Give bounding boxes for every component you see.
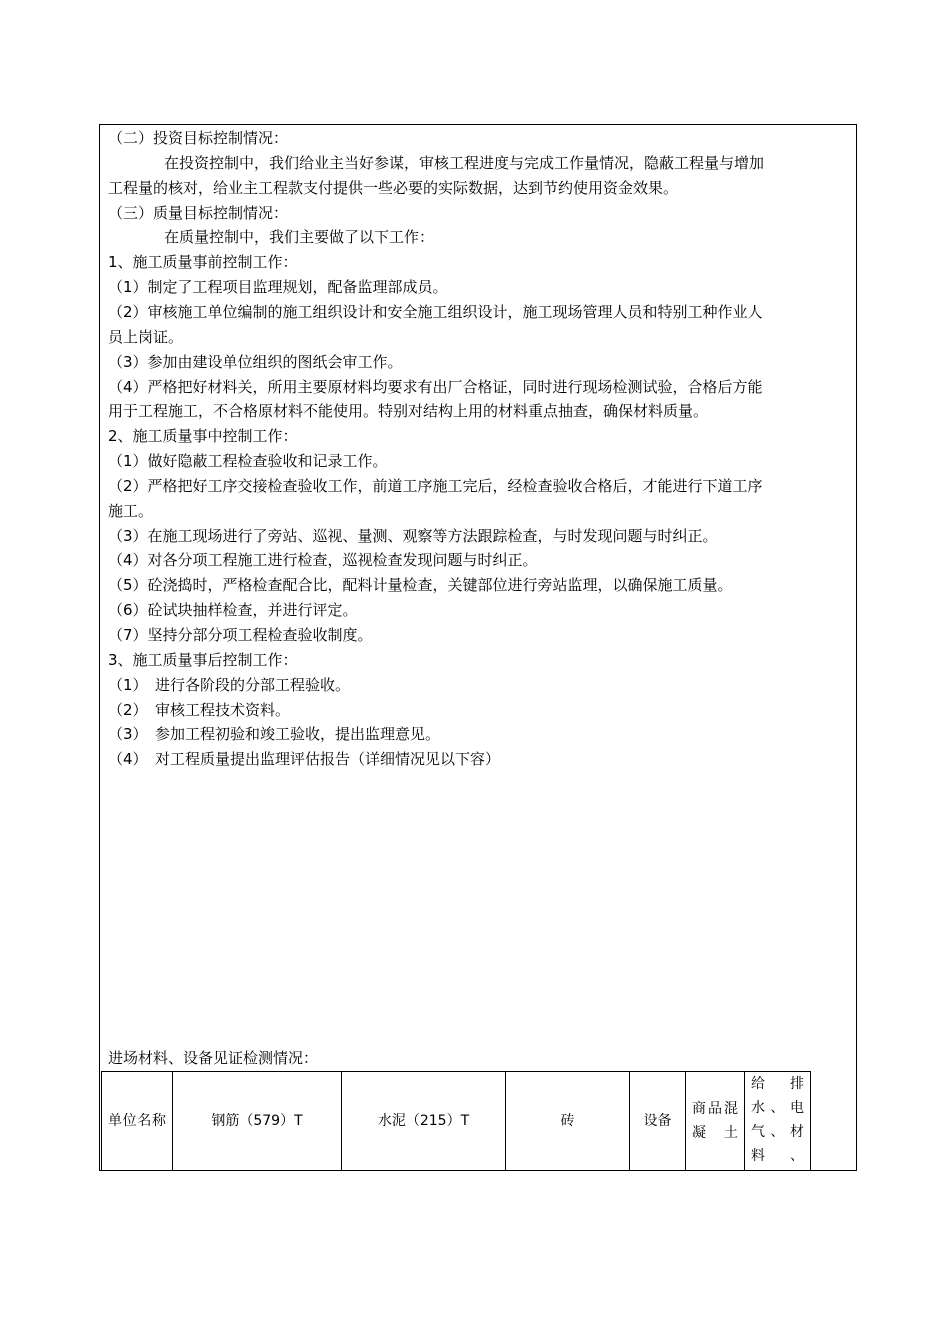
text-line: （2） 审核工程技术资料。: [108, 701, 291, 719]
text-line: 在投资控制中，我们给业主当好参谋，审核工程进度与完成工作量情况，隐蔽工程量与增加: [164, 154, 765, 172]
text-line: （三）质量目标控制情况：: [108, 204, 289, 222]
cell-equipment: 设备: [630, 1072, 686, 1171]
text-line: （3）参加由建设单位组织的图纸会审工作。: [108, 353, 403, 371]
text-line: （4）严格把好材料关，所用主要原材料均要求有出厂合格证，同时进行现场检测试验，合格后方能: [108, 378, 763, 396]
text-line: （4）对各分项工程施工进行检查，巡视检查发现问题与时纠正。: [108, 551, 538, 569]
text-line: 在质量控制中，我们主要做了以下工作：: [164, 228, 435, 246]
text-line: 3、施工质量事后控制工作：: [108, 651, 298, 669]
text-line: （7）坚持分部分项工程检查验收制度。: [108, 626, 373, 644]
text-line: （3）在施工现场进行了旁站、巡视、量测、观察等方法跟踪检查，与时发现问题与时纠正。: [108, 527, 718, 545]
cell-cement: 水泥（215）T: [342, 1072, 506, 1171]
table-row: [102, 1072, 811, 1171]
text-line: （5）砼浇捣时，严格检查配合比，配料计量检查，关键部位进行旁站监理，以确保施工质量。: [108, 576, 733, 594]
materials-table: [101, 1071, 811, 1171]
text-line: （1）做好隐蔽工程检查验收和记录工作。: [108, 452, 388, 470]
materials-title: 进场材料、设备见证检测情况：: [108, 1049, 319, 1067]
cell-brick: 砖: [506, 1072, 630, 1171]
cell-plumbing: 给排水、电气、材料、: [745, 1072, 811, 1171]
cell-rebar: 钢筋（579）T: [173, 1072, 342, 1171]
text-line: （2）审核施工单位编制的施工组织设计和安全施工组织设计，施工现场管理人员和特别工种作业人: [108, 303, 763, 321]
cell-concrete: 商品混凝土: [686, 1072, 745, 1171]
text-line: 工程量的核对，给业主工程款支付提供一些必要的实际数据，达到节约使用资金效果。: [108, 179, 679, 197]
text-line: 1、施工质量事前控制工作：: [108, 253, 298, 271]
text-line: 施工。: [108, 502, 154, 520]
text-line: （二）投资目标控制情况：: [108, 129, 289, 147]
text-line: （4） 对工程质量提出监理评估报告（详细情况见以下容）: [108, 750, 501, 768]
cell-unit-name: 单位名称: [102, 1072, 173, 1171]
text-line: 员上岗证。: [108, 328, 184, 346]
text-line: 2、施工质量事中控制工作：: [108, 427, 298, 445]
text-line: 用于工程施工，不合格原材料不能使用。特别对结构上用的材料重点抽查，确保材料质量。: [108, 402, 709, 420]
text-line: （1）制定了工程项目监理规划，配备监理部成员。: [108, 278, 448, 296]
text-line: （2）严格把好工序交接检查验收工作，前道工序施工完后，经检查验收合格后，才能进行下道工序: [108, 477, 763, 495]
text-line: （6）砼试块抽样检查，并进行评定。: [108, 601, 358, 619]
text-line: （1） 进行各阶段的分部工程验收。: [108, 676, 351, 694]
text-line: （3） 参加工程初验和竣工验收，提出监理意见。: [108, 725, 441, 743]
